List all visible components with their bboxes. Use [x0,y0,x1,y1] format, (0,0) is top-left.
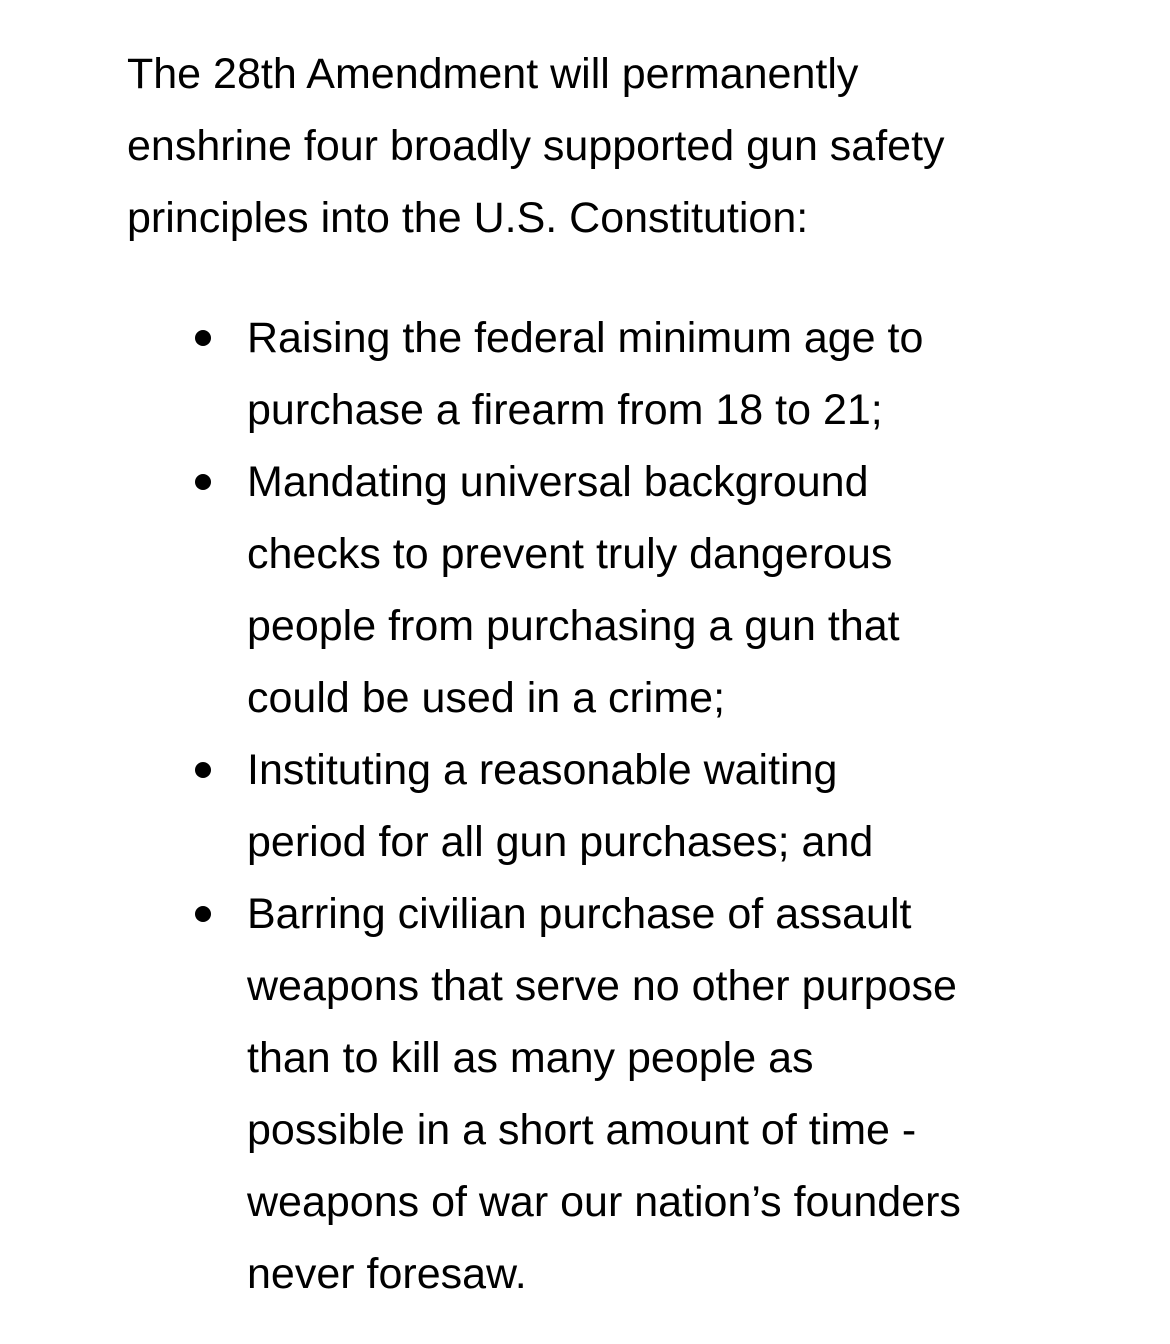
list-item-line: could be used in a crime; [247,674,726,722]
bullet-dot-icon [195,762,211,778]
list-item-line: checks to prevent truly dangerous [247,530,893,578]
intro-line: principles into the U.S. Constitution: [127,194,809,242]
list-item-line: never foresaw. [247,1250,527,1298]
list-item-line: period for all gun purchases; and [247,818,874,866]
list-item-line: Mandating universal background [247,458,869,506]
list-item-line: weapons that serve no other purpose [247,962,957,1010]
list-item-waiting-period [127,734,1127,878]
intro-line: enshrine four broadly supported gun safety [127,122,945,170]
list-item-line: weapons of war our nation’s founders [247,1178,961,1226]
bullet-dot-icon [195,906,211,922]
list-item-minimum-age [127,302,1127,446]
bullet-dot-icon [195,474,211,490]
list-item-line: purchase a firearm from 18 to 21; [247,386,883,434]
bullet-dot-icon [195,330,211,346]
list-item-line: Barring civilian purchase of assault [247,890,912,938]
intro-line: The 28th Amendment will permanently [127,50,859,98]
list-item-line: possible in a short amount of time - [247,1106,917,1154]
principles-list [127,302,1127,1310]
intro-paragraph [127,38,1127,254]
list-item-line: people from purchasing a gun that [247,602,900,650]
list-item-line: Instituting a reasonable waiting [247,746,838,794]
document-body [127,38,1127,1298]
list-item-line: Raising the federal minimum age to [247,314,924,362]
list-item-assault-weapons [127,878,1127,1310]
list-item-line: than to kill as many people as [247,1034,814,1082]
list-item-background-checks [127,446,1127,734]
